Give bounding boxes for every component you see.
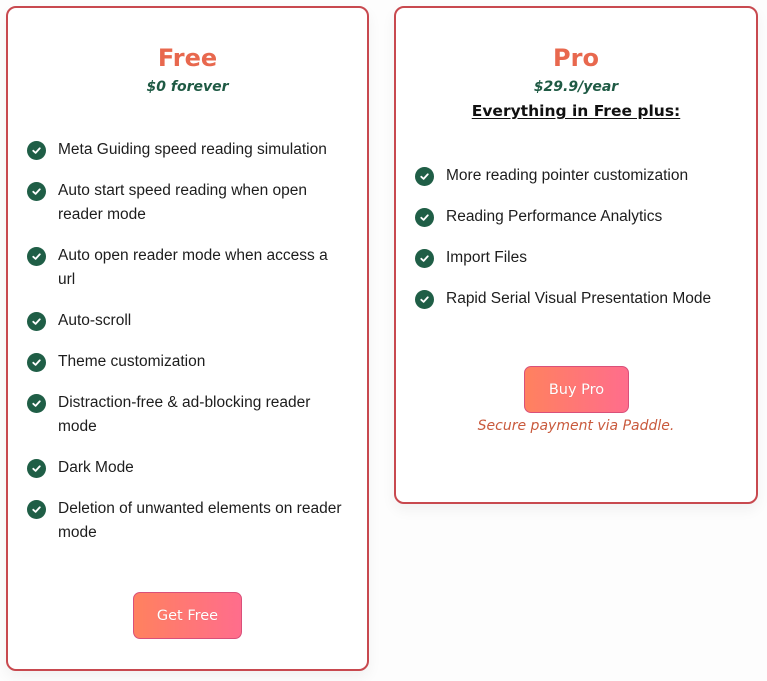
buy-pro-button[interactable]: Buy Pro bbox=[524, 366, 629, 413]
feature-item bbox=[27, 392, 347, 439]
free-plan-card bbox=[6, 6, 369, 671]
plan-title: Pro bbox=[553, 44, 599, 72]
feature-text: Distraction-free & ad-blocking reader mode bbox=[58, 394, 311, 435]
plan-price: $0 forever bbox=[146, 79, 229, 95]
feature-item bbox=[415, 165, 745, 188]
feature-item bbox=[27, 180, 347, 227]
feature-item bbox=[415, 288, 745, 311]
check-circle-icon bbox=[415, 208, 434, 227]
feature-text: Meta Guiding speed reading simulation bbox=[58, 141, 327, 158]
get-free-button[interactable]: Get Free bbox=[133, 592, 242, 639]
feature-text: Import Files bbox=[446, 249, 527, 266]
check-circle-icon bbox=[415, 167, 434, 186]
pro-plan-card bbox=[394, 6, 758, 504]
feature-text: Theme customization bbox=[58, 353, 206, 370]
check-circle-icon bbox=[27, 182, 46, 201]
feature-item bbox=[27, 457, 347, 480]
feature-item bbox=[27, 245, 347, 292]
check-circle-icon bbox=[27, 500, 46, 519]
feature-item bbox=[27, 351, 347, 374]
feature-list bbox=[27, 139, 347, 563]
check-circle-icon bbox=[415, 249, 434, 268]
check-circle-icon bbox=[27, 141, 46, 160]
feature-text: More reading pointer customization bbox=[446, 167, 689, 184]
feature-item bbox=[27, 310, 347, 333]
feature-item bbox=[415, 247, 745, 270]
feature-text: Deletion of unwanted elements on reader mode bbox=[58, 500, 342, 541]
payment-note: Secure payment via Paddle. bbox=[477, 418, 675, 434]
feature-text: Dark Mode bbox=[58, 459, 134, 476]
feature-text: Auto start speed reading when open reader mode bbox=[58, 182, 308, 223]
feature-list bbox=[415, 165, 745, 329]
feature-item bbox=[27, 498, 347, 545]
feature-text: Auto-scroll bbox=[58, 312, 132, 329]
feature-item bbox=[27, 139, 347, 162]
check-circle-icon bbox=[27, 394, 46, 413]
plan-subtitle: Everything in Free plus: bbox=[471, 102, 681, 120]
check-circle-icon bbox=[415, 290, 434, 309]
plan-title: Free bbox=[157, 44, 218, 72]
check-circle-icon bbox=[27, 247, 46, 266]
feature-text: Reading Performance Analytics bbox=[446, 208, 663, 225]
feature-text: Auto open reader mode when access a url bbox=[58, 247, 328, 288]
check-circle-icon bbox=[27, 459, 46, 478]
check-circle-icon bbox=[27, 353, 46, 372]
feature-text: Rapid Serial Visual Presentation Mode bbox=[446, 290, 712, 307]
check-circle-icon bbox=[27, 312, 46, 331]
feature-item bbox=[415, 206, 745, 229]
plan-price: $29.9/year bbox=[533, 79, 619, 95]
